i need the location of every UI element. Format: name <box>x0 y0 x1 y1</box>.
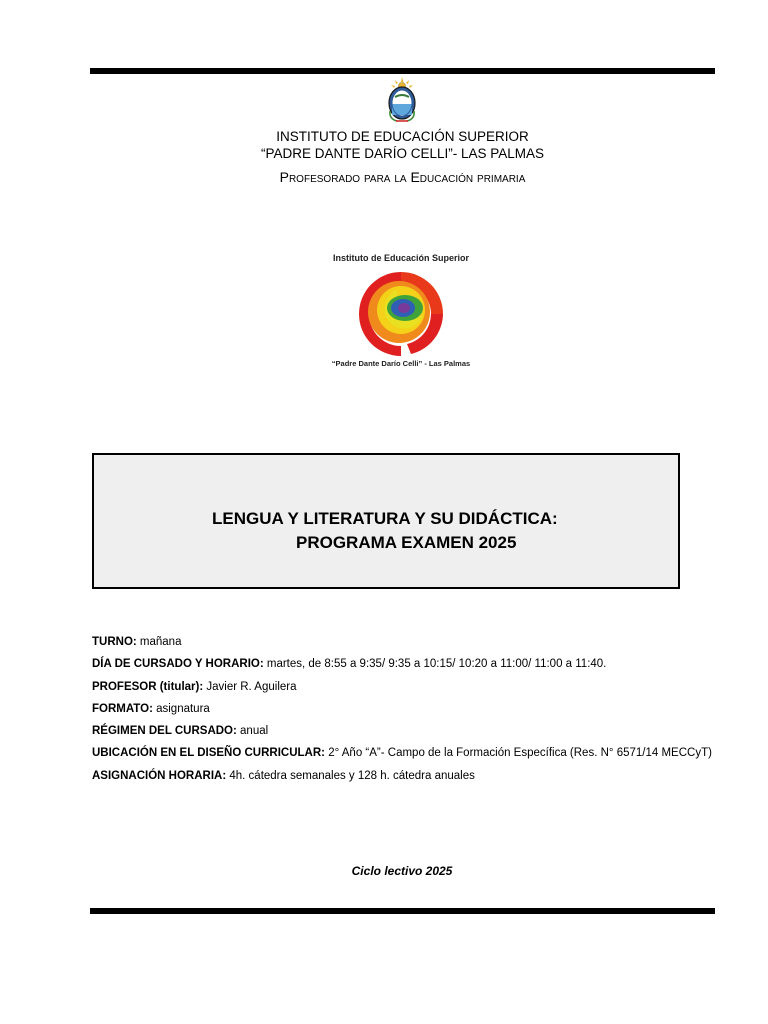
info-label: UBICACIÓN EN EL DISEÑO CURRICULAR: <box>92 747 325 760</box>
logo-top-text: Instituto de Educación Superior <box>332 253 470 263</box>
info-label: RÉGIMEN DEL CURSADO: <box>92 725 237 738</box>
info-label: TURNO: <box>92 636 137 648</box>
logo-bottom-text: “Padre Dante Darío Celli” - Las Palmas <box>331 359 471 368</box>
institute-logo <box>327 250 475 370</box>
program-name: Profesorado para la Educación primaria <box>279 169 526 185</box>
info-value: mañana <box>136 636 182 648</box>
info-value: 2° Año “A”- Campo de la Formación Específica (Res. N° 6571/14 MECCyT) <box>325 747 712 760</box>
info-row-ubicacion <box>92 744 712 766</box>
course-info <box>92 633 712 789</box>
info-label: ASIGNACIÓN HORARIA: <box>92 769 227 782</box>
info-value: martes, de 8:55 a 9:35/ 9:35 a 10:15/ 10:20 a 11:00/ 11:00 a 11:40. <box>263 658 607 671</box>
info-value: 4h. cátedra semanales y 128 h. cátedra anuales <box>226 769 475 782</box>
exam-title-box <box>92 453 680 589</box>
info-row-regimen <box>92 722 712 744</box>
info-value: asignatura <box>152 702 210 715</box>
top-rule <box>90 68 715 74</box>
info-value: anual <box>236 725 269 738</box>
bottom-rule <box>90 908 715 914</box>
info-label: FORMATO: <box>92 702 153 715</box>
info-row-formato <box>92 700 712 722</box>
info-row-profesor <box>92 678 712 700</box>
institution-location: “PADRE DANTE DARÍO CELLI”- LAS PALMAS <box>260 146 545 161</box>
info-value: Javier R. Aguilera <box>203 680 297 693</box>
info-row-asignacion <box>92 767 712 789</box>
program-title: PROGRAMA EXAMEN 2025 <box>296 533 517 552</box>
academic-year: Ciclo lectivo 2025 <box>351 864 453 878</box>
info-label: DÍA DE CURSADO Y HORARIO: <box>92 658 264 671</box>
institution-name: INSTITUTO DE EDUCACIÓN SUPERIOR <box>276 129 529 144</box>
subject-title: LENGUA Y LITERATURA Y SU DIDÁCTICA: <box>212 509 558 528</box>
info-row-turno <box>92 633 712 655</box>
institution-header <box>90 128 715 186</box>
provincial-seal-icon <box>385 75 419 125</box>
info-row-horario <box>92 655 712 677</box>
info-label: PROFESOR (titular): <box>92 680 204 693</box>
